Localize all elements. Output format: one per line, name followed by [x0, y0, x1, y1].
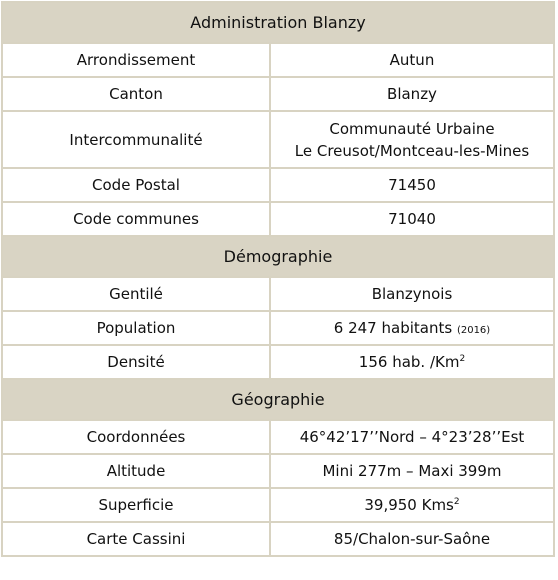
table-row [3, 346, 553, 378]
gentile-label: Gentilé [3, 278, 269, 310]
densite-exponent: 2 [459, 354, 466, 364]
coordonnees-value: 46°42’17’’Nord – 4°23’28’’Est [271, 421, 553, 453]
gentile-value: Blanzynois [271, 278, 553, 310]
table-row [3, 489, 553, 521]
superficie-number: 39,950 Kms [364, 496, 454, 514]
arrondissement-label: Arrondissement [3, 44, 269, 76]
densite-number: 156 hab. /Km [358, 353, 460, 371]
table-row [3, 112, 553, 167]
intercommunalite-label: Intercommunalité [3, 112, 269, 167]
table-row [3, 78, 553, 110]
population-label: Population [3, 312, 269, 344]
population-value [271, 312, 553, 344]
population-number: 6 247 habitants [333, 319, 453, 337]
densite-value [271, 346, 553, 378]
carte-cassini-value: 85/Chalon-sur-Saône [271, 523, 553, 555]
canton-value: Blanzy [271, 78, 553, 110]
table-row [3, 44, 553, 76]
table-row [3, 523, 553, 555]
superficie-label: Superficie [3, 489, 269, 521]
table-row [3, 203, 553, 235]
altitude-label: Altitude [3, 455, 269, 487]
intercommunalite-value [271, 112, 553, 167]
section-header-demographie: Démographie [3, 237, 553, 276]
intercommunalite-value-line2: Le Creusot/Montceau-les-Mines [294, 141, 530, 160]
code-postal-value: 71450 [271, 169, 553, 201]
intercommunalite-value-line1: Communauté Urbaine [329, 119, 495, 138]
arrondissement-value: Autun [271, 44, 553, 76]
densite-label: Densité [3, 346, 269, 378]
info-table [1, 1, 555, 557]
canton-label: Canton [3, 78, 269, 110]
population-year: (2016) [456, 325, 491, 336]
table-row [3, 421, 553, 453]
superficie-exponent: 2 [453, 497, 460, 507]
superficie-value [271, 489, 553, 521]
section-header-geographie: Géographie [3, 380, 553, 419]
table-row [3, 169, 553, 201]
table-row [3, 312, 553, 344]
section-header-administration: Administration Blanzy [3, 3, 553, 42]
code-postal-label: Code Postal [3, 169, 269, 201]
code-communes-label: Code communes [3, 203, 269, 235]
coordonnees-label: Coordonnées [3, 421, 269, 453]
carte-cassini-label: Carte Cassini [3, 523, 269, 555]
code-communes-value: 71040 [271, 203, 553, 235]
altitude-value: Mini 277m – Maxi 399m [271, 455, 553, 487]
table-row [3, 455, 553, 487]
table-row [3, 278, 553, 310]
